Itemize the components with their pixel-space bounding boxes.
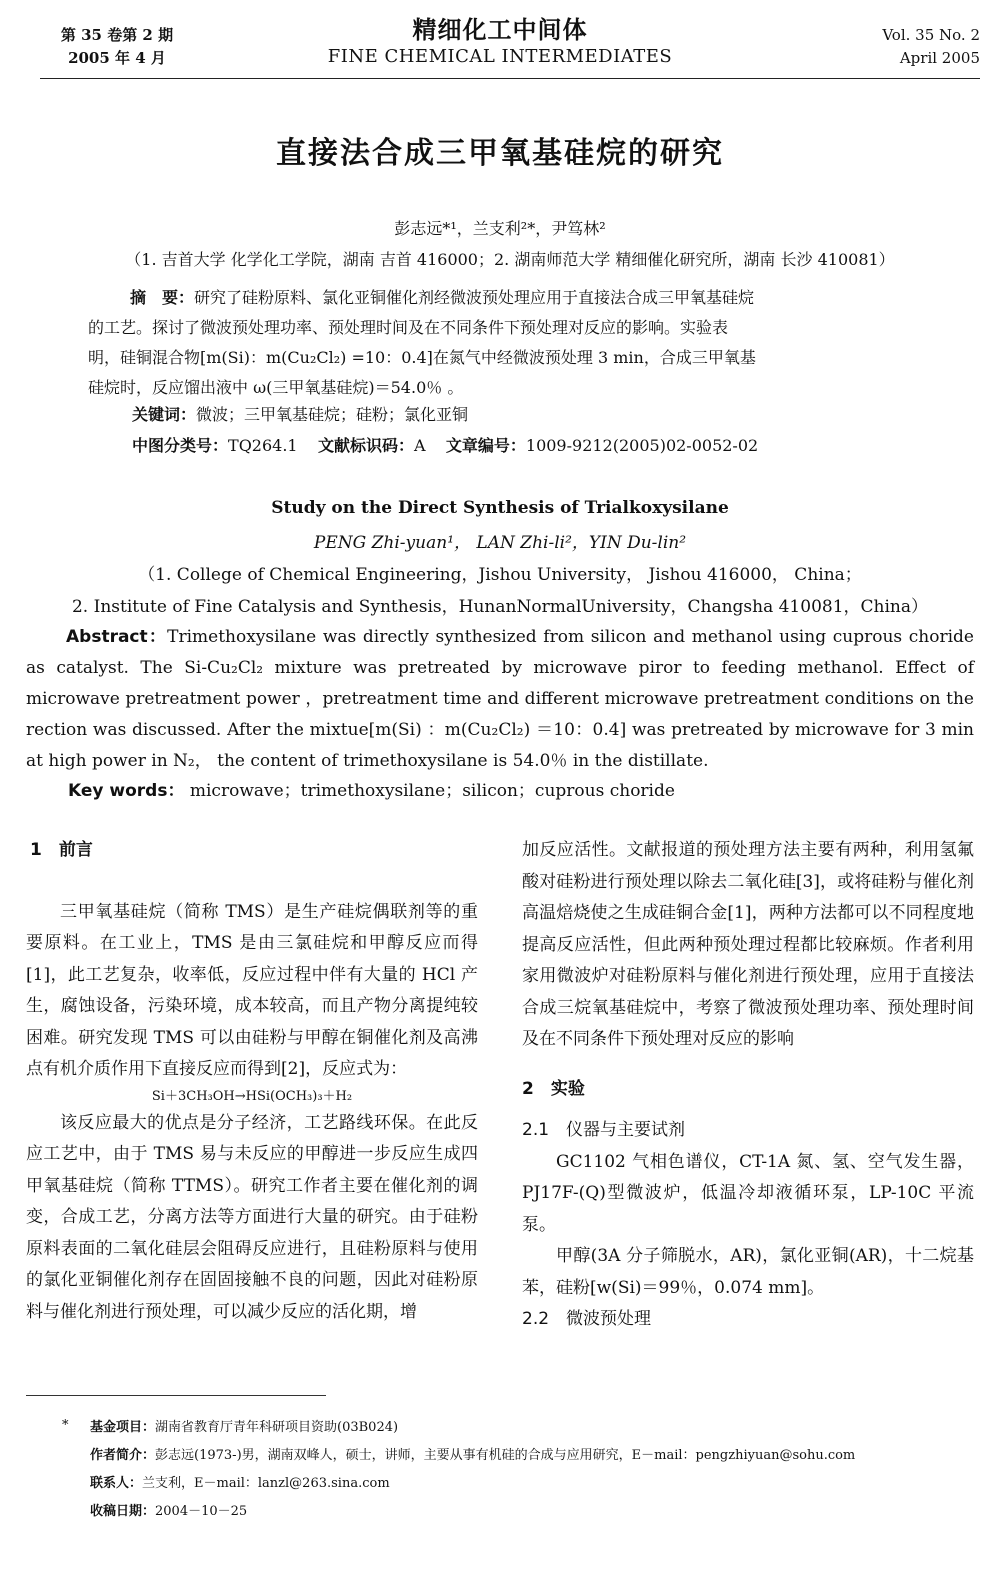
journal-name-cn: 精细化工中间体 bbox=[412, 15, 588, 44]
volume-issue-en: Vol. 35 No. 2 bbox=[882, 26, 980, 44]
title-en: Study on the Direct Synthesis of Trialkoxysilane bbox=[271, 498, 729, 518]
abstract-en-text: Trimethoxysilane was directly synthesized from silicon and methanol using cuprous choride as catalyst. The Si-Cu₂Cl₂ mixture was pretreated by microwave piror to feeding methanol. Effect of microwave pretreatment power ，pretreatment time and different microwave pretreatment conditions on the rection was discussed. After the mixtue[m(Si) ：m(Cu₂Cl₂) ＝10：0.4] was pretreated by microwave for 3 min at high power in N₂， the content of trimethoxysilane is 54.0％ in the distillate. bbox=[26, 627, 974, 771]
affiliation-en-2: 2. Institute of Fine Catalysis and Synthesis，HunanNormalUniversity，Changsha 410081，China） bbox=[71, 597, 928, 617]
footnote-rule bbox=[26, 1395, 326, 1396]
abstract-cn-label: 摘 要： bbox=[130, 288, 195, 307]
footnote-contact-text: 兰支利，E－mail：lanzl@263.sina.com bbox=[142, 1476, 390, 1491]
keywords-en bbox=[68, 776, 675, 801]
intro-paragraph-1: 三甲氧基硅烷（简称 TMS）是生产硅烷偶联剂等的重要原料。在工业上，TMS 是由三氯硅烷和甲醇反应而得[1]，此工艺复杂，收率低，反应过程中伴有大量的 HCl 产生，腐蚀设备，污染环境，成本较高，而且产物分离提纯较困难。研究发现 TMS 可以由硅粉与甲醇在铜催化剂及高沸点有机介质作用下直接反应而得到[2]，反应式为： bbox=[26, 901, 478, 1079]
abstract-cn-line1: 研究了硅粉原料、氯化亚铜催化剂经微波预处理应用于直接法合成三甲氧基硅烷 bbox=[194, 288, 755, 307]
abstract-cn bbox=[88, 283, 928, 403]
keywords-cn-label: 关键词： bbox=[132, 405, 197, 424]
authors-en: PENG Zhi-yuan¹， LAN Zhi-li²，YIN Du-lin² bbox=[313, 533, 687, 553]
clc-label: 中图分类号： bbox=[132, 436, 229, 455]
keywords-en-label: Key words： bbox=[68, 781, 185, 801]
footnote-contact-label: 联系人： bbox=[90, 1476, 143, 1491]
journal-name-en: FINE CHEMICAL INTERMEDIATES bbox=[327, 46, 673, 67]
footnote-fund-label: 基金项目： bbox=[90, 1420, 156, 1435]
footnote-author-label: 作者简介： bbox=[90, 1448, 156, 1463]
affiliation-en-1: （1. College of Chemical Engineering，Jishou University， Jishou 416000， China； bbox=[138, 565, 862, 585]
footnote-received-label: 收稿日期： bbox=[90, 1504, 156, 1519]
article-no-label: 文章编号： bbox=[445, 436, 526, 455]
journal-issue bbox=[52, 24, 182, 70]
body-column-right bbox=[522, 835, 974, 1336]
abstract-en-label: Abstract： bbox=[66, 627, 168, 647]
footnote-received bbox=[90, 1500, 247, 1519]
body-column-left bbox=[26, 835, 478, 1328]
footnote-received-text: 2004－10－25 bbox=[155, 1504, 248, 1519]
clc-value: TQ264.1 bbox=[228, 436, 298, 455]
abstract-en bbox=[26, 622, 974, 777]
affiliation-cn: （1. 吉首大学 化学化工学院，湖南 吉首 416000；2. 湖南师范大学 精细催化研究所，湖南 长沙 410081） bbox=[125, 250, 895, 269]
doc-code-value: A bbox=[413, 436, 426, 455]
abstract-cn-line2: 的工艺。探讨了微波预处理功率、预处理时间及在不同条件下预处理对反应的影响。实验表 bbox=[88, 318, 729, 337]
footnote-contact bbox=[90, 1472, 390, 1491]
keywords-cn-text: 微波；三甲氧基硅烷；硅粉；氯化亚铜 bbox=[196, 405, 469, 424]
intro-paragraph-3: 加反应活性。文献报道的预处理方法主要有两种，利用氢氟酸对硅粉进行预处理以除去二氧化硅[3]，或将硅粉与催化剂高温焙烧使之生成硅铜合金[1]，两种方法都可以不同程度地提高反应活性，但此两种预处理过程都比较麻烦。作者利用家用微波炉对硅粉原料与催化剂进行预处理，应用于直接法合成三烷氧基硅烷中，考察了微波预处理功率、预处理时间及在不同条件下预处理对反应的影响 bbox=[522, 840, 974, 1049]
intro-paragraph-2: 该反应最大的优点是分子经济，工艺路线环保。在此反应工艺中，由于 TMS 易与未反应的甲醇进一步反应生成四甲氧基硅烷（简称 TTMS）。研究工作者主要在催化剂的调变，合成工艺，分离方法等方面进行大量的研究。由于硅粉原料表面的二氧化硅层会阻碍反应进行，且硅粉原料与使用的氯化亚铜催化剂存在固固接触不良的问题，因此对硅粉原料与催化剂进行预处理，可以减少反应的活化期，增 bbox=[26, 1112, 478, 1322]
date-en: April 2005 bbox=[899, 49, 980, 67]
reaction-equation: Si＋3CH₃OH→HSi(OCH₃)₃＋H₂ bbox=[151, 1088, 353, 1104]
footnote-author bbox=[90, 1444, 855, 1463]
volume-issue-cn: 第 35 卷第 2 期 bbox=[60, 26, 174, 44]
keywords-cn bbox=[132, 402, 468, 425]
article-no-value: 1009-9212(2005)02-0052-02 bbox=[525, 436, 759, 455]
classification bbox=[132, 433, 758, 456]
abstract-cn-line4: 硅烷时，反应馏出液中 ω(三甲氧基硅烷)＝54.0％ 。 bbox=[88, 378, 464, 397]
footnote-star: * bbox=[62, 1418, 69, 1433]
abstract-cn-line3: 明，硅铜混合物[m(Si)：m(Cu₂Cl₂) =10：0.4]在氮气中经微波预处理 3 min，合成三甲氧基 bbox=[88, 348, 756, 367]
footnote-author-text: 彭志远(1973-)男，湖南双峰人，硕士，讲师，主要从事有机硅的合成与应用研究，E－mail：pengzhiyuan@sohu.com bbox=[155, 1448, 856, 1463]
instruments-paragraph: GC1102 气相色谱仪，CT-1A 氮、氢、空气发生器，PJ17F-(Q)型微波炉，低温冷却液循环泵，LP-10C 平流泵。 bbox=[522, 1151, 974, 1235]
journal-name bbox=[300, 14, 700, 68]
section-heading-intro: 1 前言 bbox=[30, 840, 93, 860]
paper-title: 直接法合成三甲氧基硅烷的研究 bbox=[276, 136, 724, 171]
header-rule bbox=[40, 78, 980, 79]
keywords-en-text: microwave；trimethoxysilane；silicon；cuprous choride bbox=[189, 781, 675, 801]
reagents-paragraph: 甲醇(3A 分子筛脱水，AR)，氯化亚铜(AR)，十二烷基苯，硅粉[w(Si)＝99％，0.074 mm]。 bbox=[522, 1246, 974, 1298]
subsection-heading-microwave: 2.2 微波预处理 bbox=[522, 1309, 652, 1329]
authors-cn: 彭志远*¹，兰支利²*，尹笃林² bbox=[394, 219, 606, 238]
doc-code-label: 文献标识码： bbox=[317, 436, 414, 455]
section-heading-experiment: 2 实验 bbox=[522, 1078, 585, 1099]
subsection-heading-instruments: 2.1 仪器与主要试剂 bbox=[522, 1120, 686, 1140]
footnote-fund bbox=[90, 1416, 398, 1435]
date-cn: 2005 年 4 月 bbox=[68, 49, 166, 67]
footnote-fund-text: 湖南省教育厅青年科研项目资助(03B024) bbox=[155, 1420, 399, 1435]
journal-volume-en bbox=[840, 24, 980, 70]
